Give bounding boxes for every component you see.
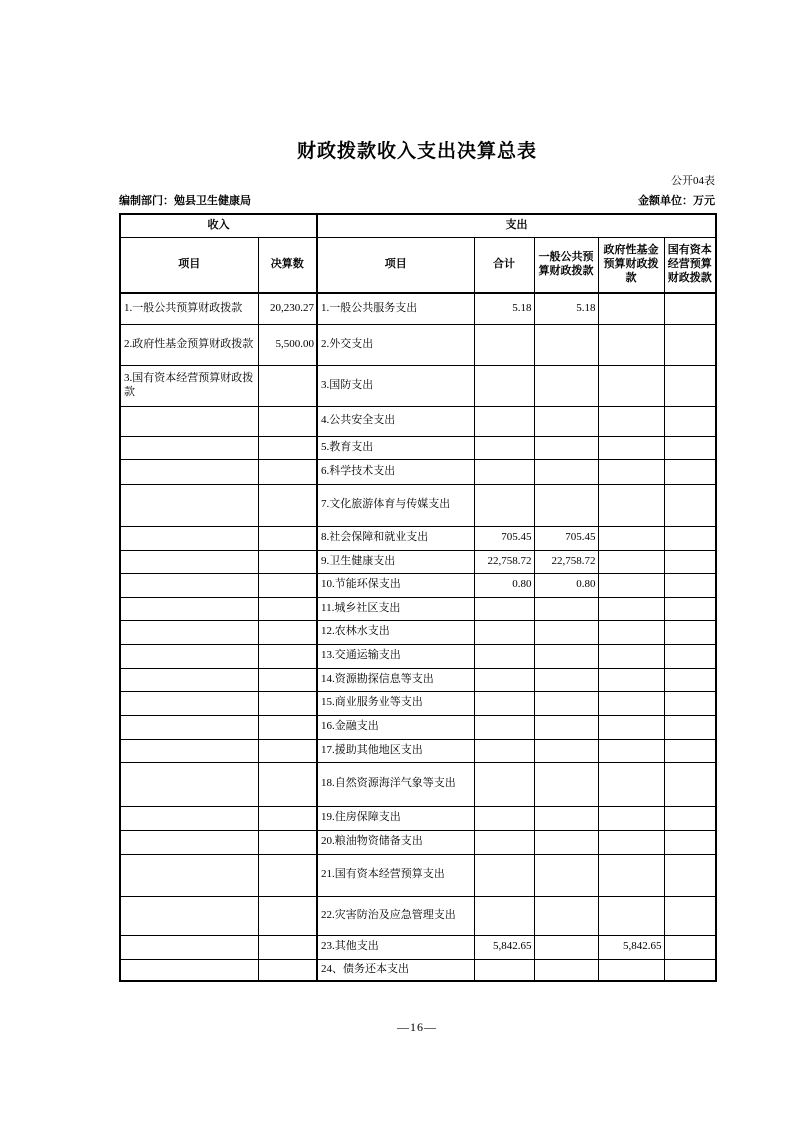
- income-item-cell: [120, 597, 258, 620]
- table-row: [120, 854, 716, 896]
- table-row: [120, 324, 716, 365]
- state-capital-cell: [664, 830, 716, 854]
- gov-fund-cell: [598, 739, 664, 762]
- income-amount-cell: [258, 854, 317, 896]
- state-capital-cell: [664, 715, 716, 739]
- expenditure-item-cell: 14.资源勘探信息等支出: [317, 668, 474, 691]
- general-budget-cell: 705.45: [534, 526, 598, 550]
- income-item-cell: [120, 436, 258, 459]
- expenditure-item-cell: 5.教育支出: [317, 436, 474, 459]
- state-capital-cell: [664, 806, 716, 830]
- unit-label: 金额单位：万元: [638, 195, 715, 207]
- state-capital-cell: [664, 484, 716, 526]
- income-item-cell: [120, 762, 258, 806]
- general-budget-cell: [534, 959, 598, 981]
- income-amount-cell: [258, 806, 317, 830]
- table-row: [120, 715, 716, 739]
- total-cell: [474, 597, 534, 620]
- table-row: [120, 896, 716, 935]
- gov-fund-cell: [598, 365, 664, 406]
- expenditure-item-header: 项目: [317, 237, 474, 293]
- state-capital-cell: [664, 896, 716, 935]
- state-capital-cell: [664, 597, 716, 620]
- state-capital-cell: [664, 935, 716, 959]
- income-amount-cell: [258, 620, 317, 644]
- total-cell: [474, 668, 534, 691]
- table-row: [120, 436, 716, 459]
- column-header-row: [120, 237, 716, 293]
- total-cell: [474, 644, 534, 668]
- total-cell: [474, 406, 534, 436]
- gov-fund-cell: [598, 484, 664, 526]
- total-cell: [474, 436, 534, 459]
- expenditure-item-cell: 6.科学技术支出: [317, 459, 474, 484]
- total-cell: [474, 959, 534, 981]
- table-row: [120, 691, 716, 715]
- income-amount-cell: [258, 739, 317, 762]
- page-title: 财政拨款收入支出决算总表: [296, 141, 537, 162]
- expenditure-section-header: 支出: [317, 214, 716, 237]
- state-capital-cell: [664, 550, 716, 573]
- total-cell: [474, 854, 534, 896]
- general-budget-header: 一般公共预算财政拨款: [534, 237, 598, 293]
- gov-fund-cell: [598, 691, 664, 715]
- expenditure-item-cell: 8.社会保障和就业支出: [317, 526, 474, 550]
- general-budget-cell: 22,758.72: [534, 550, 598, 573]
- expenditure-item-cell: 13.交通运输支出: [317, 644, 474, 668]
- expenditure-item-cell: 18.自然资源海洋气象等支出: [317, 762, 474, 806]
- income-item-cell: [120, 715, 258, 739]
- department-label: 编制部门：勉县卫生健康局: [119, 195, 251, 207]
- gov-fund-cell: [598, 806, 664, 830]
- total-cell: [474, 484, 534, 526]
- income-item-cell: [120, 830, 258, 854]
- general-budget-cell: [534, 668, 598, 691]
- general-budget-cell: [534, 324, 598, 365]
- section-header-row: [120, 214, 716, 237]
- expenditure-item-cell: 22.灾害防治及应急管理支出: [317, 896, 474, 935]
- expenditure-item-cell: 19.住房保障支出: [317, 806, 474, 830]
- income-amount-cell: [258, 597, 317, 620]
- table-row: [120, 293, 716, 324]
- income-item-cell: [120, 484, 258, 526]
- general-budget-cell: [534, 406, 598, 436]
- income-amount-cell: [258, 365, 317, 406]
- table-row: [120, 526, 716, 550]
- gov-fund-cell: [598, 324, 664, 365]
- table-row: [120, 739, 716, 762]
- general-budget-cell: [534, 436, 598, 459]
- income-amount-cell: [258, 484, 317, 526]
- table-row: [120, 644, 716, 668]
- state-capital-cell: [664, 620, 716, 644]
- page-number: —16—: [397, 1020, 437, 1034]
- income-amount-cell: [258, 406, 317, 436]
- table-row: [120, 484, 716, 526]
- income-amount-cell: [258, 830, 317, 854]
- income-amount-cell: [258, 668, 317, 691]
- table-row: [120, 459, 716, 484]
- income-item-cell: [120, 691, 258, 715]
- income-item-cell: [120, 739, 258, 762]
- state-capital-cell: [664, 644, 716, 668]
- general-budget-cell: [534, 597, 598, 620]
- total-cell: [474, 896, 534, 935]
- income-item-cell: [120, 550, 258, 573]
- total-cell: [474, 806, 534, 830]
- table-row: [120, 406, 716, 436]
- state-capital-cell: [664, 762, 716, 806]
- expenditure-item-cell: 9.卫生健康支出: [317, 550, 474, 573]
- expenditure-item-cell: 21.国有资本经营预算支出: [317, 854, 474, 896]
- income-amount-cell: [258, 644, 317, 668]
- gov-fund-cell: [598, 668, 664, 691]
- total-cell: 22,758.72: [474, 550, 534, 573]
- state-capital-cell: [664, 668, 716, 691]
- income-amount-cell: [258, 459, 317, 484]
- table-row: [120, 550, 716, 573]
- gov-fund-cell: [598, 550, 664, 573]
- total-cell: [474, 830, 534, 854]
- total-cell: 0.80: [474, 573, 534, 597]
- income-item-cell: [120, 668, 258, 691]
- income-item-cell: [120, 573, 258, 597]
- total-cell: [474, 365, 534, 406]
- gov-fund-cell: 5,842.65: [598, 935, 664, 959]
- income-amount-cell: [258, 550, 317, 573]
- general-budget-cell: [534, 620, 598, 644]
- document-page: [119, 0, 715, 1035]
- total-cell: 5.18: [474, 293, 534, 324]
- general-budget-cell: [534, 806, 598, 830]
- expenditure-item-cell: 15.商业服务业等支出: [317, 691, 474, 715]
- income-amount-cell: [258, 896, 317, 935]
- expenditure-item-cell: 16.金融支出: [317, 715, 474, 739]
- state-capital-cell: [664, 293, 716, 324]
- expenditure-item-cell: 24、债务还本支出: [317, 959, 474, 981]
- table-row: [120, 830, 716, 854]
- expenditure-item-cell: 17.援助其他地区支出: [317, 739, 474, 762]
- gov-fund-cell: [598, 406, 664, 436]
- expenditure-item-cell: 3.国防支出: [317, 365, 474, 406]
- general-budget-cell: 5.18: [534, 293, 598, 324]
- state-capital-cell: [664, 406, 716, 436]
- gov-fund-cell: [598, 762, 664, 806]
- gov-fund-cell: [598, 436, 664, 459]
- income-item-cell: [120, 959, 258, 981]
- total-cell: [474, 459, 534, 484]
- total-cell: [474, 739, 534, 762]
- state-capital-cell: [664, 739, 716, 762]
- total-cell: [474, 324, 534, 365]
- gov-fund-cell: [598, 459, 664, 484]
- gov-fund-cell: [598, 854, 664, 896]
- income-item-cell: [120, 526, 258, 550]
- general-budget-cell: [534, 762, 598, 806]
- income-item-cell: [120, 935, 258, 959]
- gov-fund-cell: [598, 620, 664, 644]
- general-budget-cell: [534, 644, 598, 668]
- expenditure-item-cell: 1.一般公共服务支出: [317, 293, 474, 324]
- state-capital-cell: [664, 365, 716, 406]
- table-row: [120, 620, 716, 644]
- income-amount-cell: [258, 762, 317, 806]
- general-budget-cell: [534, 459, 598, 484]
- income-item-cell: [120, 459, 258, 484]
- table-row: [120, 365, 716, 406]
- total-cell: 5,842.65: [474, 935, 534, 959]
- income-amount-cell: 20,230.27: [258, 293, 317, 324]
- general-budget-cell: [534, 830, 598, 854]
- gov-fund-cell: [598, 896, 664, 935]
- general-budget-cell: [534, 715, 598, 739]
- table-row: [120, 762, 716, 806]
- income-item-cell: 1.一般公共预算财政拨款: [120, 293, 258, 324]
- general-budget-cell: [534, 854, 598, 896]
- state-capital-cell: [664, 324, 716, 365]
- table-row: [120, 959, 716, 981]
- income-item-cell: 2.政府性基金预算财政拨款: [120, 324, 258, 365]
- total-cell: [474, 715, 534, 739]
- income-item-cell: [120, 644, 258, 668]
- gov-fund-header: 政府性基金预算财政拨款: [598, 237, 664, 293]
- state-capital-cell: [664, 436, 716, 459]
- income-amount-cell: [258, 573, 317, 597]
- state-capital-cell: [664, 959, 716, 981]
- general-budget-cell: [534, 691, 598, 715]
- general-budget-cell: 0.80: [534, 573, 598, 597]
- expenditure-item-cell: 20.粮油物资储备支出: [317, 830, 474, 854]
- income-amount-cell: [258, 526, 317, 550]
- general-budget-cell: [534, 935, 598, 959]
- income-item-header: 项目: [120, 237, 258, 293]
- total-cell: [474, 762, 534, 806]
- gov-fund-cell: [598, 597, 664, 620]
- gov-fund-cell: [598, 644, 664, 668]
- total-cell: [474, 620, 534, 644]
- income-item-cell: [120, 854, 258, 896]
- gov-fund-cell: [598, 715, 664, 739]
- gov-fund-cell: [598, 830, 664, 854]
- budget-table: [119, 213, 717, 982]
- income-item-cell: [120, 806, 258, 830]
- income-amount-cell: [258, 715, 317, 739]
- income-amount-cell: 5,500.00: [258, 324, 317, 365]
- income-amount-cell: [258, 691, 317, 715]
- general-budget-cell: [534, 896, 598, 935]
- income-item-cell: [120, 896, 258, 935]
- general-budget-cell: [534, 739, 598, 762]
- state-capital-cell: [664, 691, 716, 715]
- meta-row: [119, 194, 715, 208]
- income-amount-cell: [258, 959, 317, 981]
- table-row: [120, 668, 716, 691]
- general-budget-cell: [534, 365, 598, 406]
- income-amount-cell: [258, 935, 317, 959]
- expenditure-item-cell: 7.文化旅游体育与传媒支出: [317, 484, 474, 526]
- table-row: [120, 597, 716, 620]
- general-budget-cell: [534, 484, 598, 526]
- state-capital-cell: [664, 854, 716, 896]
- total-cell: 705.45: [474, 526, 534, 550]
- table-row: [120, 935, 716, 959]
- total-cell: [474, 691, 534, 715]
- gov-fund-cell: [598, 573, 664, 597]
- expenditure-item-cell: 11.城乡社区支出: [317, 597, 474, 620]
- income-amount-header: 决算数: [258, 237, 317, 293]
- expenditure-item-cell: 12.农林水支出: [317, 620, 474, 644]
- income-item-cell: [120, 406, 258, 436]
- table-code: 公开04表: [671, 175, 715, 187]
- gov-fund-cell: [598, 293, 664, 324]
- expenditure-item-cell: 2.外交支出: [317, 324, 474, 365]
- state-capital-cell: [664, 573, 716, 597]
- expenditure-item-cell: 10.节能环保支出: [317, 573, 474, 597]
- income-item-cell: [120, 620, 258, 644]
- income-section-header: 收入: [120, 214, 317, 237]
- expenditure-item-cell: 4.公共安全支出: [317, 406, 474, 436]
- income-amount-cell: [258, 436, 317, 459]
- gov-fund-cell: [598, 959, 664, 981]
- total-header: 合计: [474, 237, 534, 293]
- table-row: [120, 573, 716, 597]
- state-capital-cell: [664, 459, 716, 484]
- table-row: [120, 806, 716, 830]
- state-capital-header: 国有资本经营预算财政拨款: [664, 237, 716, 293]
- gov-fund-cell: [598, 526, 664, 550]
- state-capital-cell: [664, 526, 716, 550]
- expenditure-item-cell: 23.其他支出: [317, 935, 474, 959]
- income-item-cell: 3.国有资本经营预算财政拨款: [120, 365, 258, 406]
